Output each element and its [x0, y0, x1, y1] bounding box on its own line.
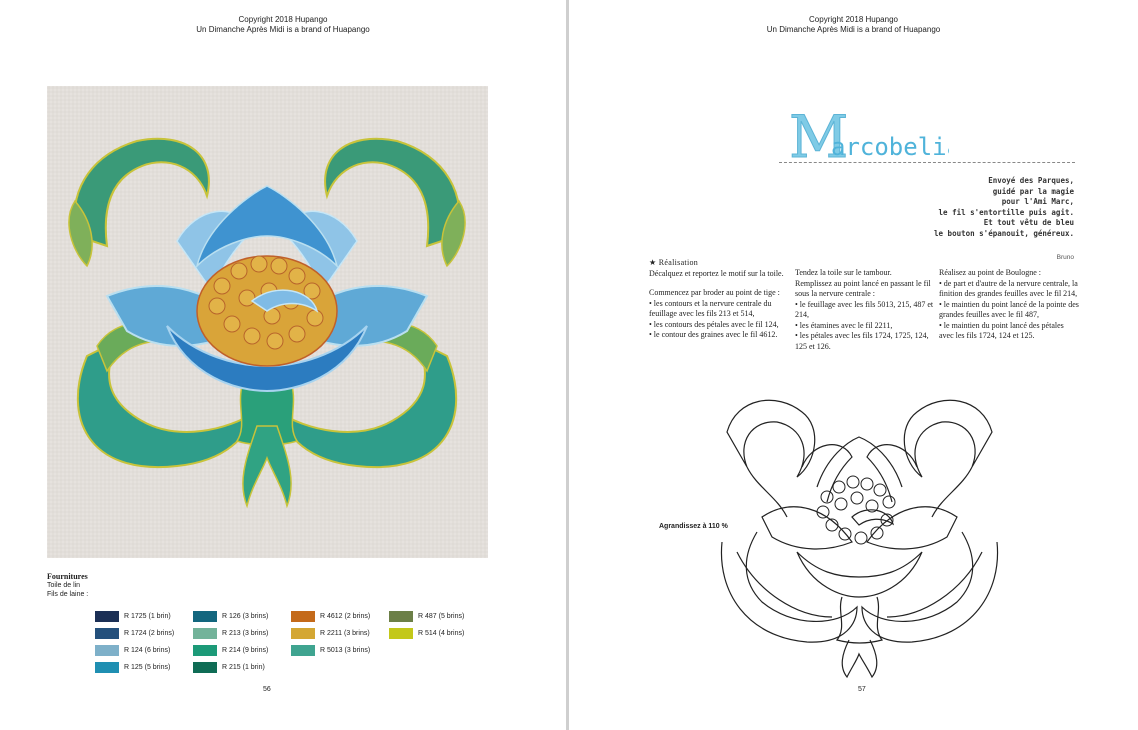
thread-swatch — [193, 628, 268, 639]
poem-line: Envoyé des Parques, — [988, 176, 1074, 185]
realisation-heading: ★ Réalisation — [649, 258, 699, 267]
instruction-text: Réalisez au point de Boulogne : — [939, 268, 1041, 277]
copyright-line-2: Un Dimanche Après Midi is a brand of Huapango — [766, 25, 941, 34]
copyright-line-1: Copyright 2018 Hupango — [809, 15, 898, 24]
instruction-text: • le feuillage avec les fils 5013, 215, 487 et 214, — [795, 299, 934, 319]
thread-swatch — [291, 645, 370, 656]
svg-text:arcobelia: arcobelia — [831, 133, 949, 161]
pattern-line-drawing — [717, 392, 1002, 687]
thread-color-chip — [291, 645, 315, 656]
instruction-text: Commencez par broder au point de tige : — [649, 288, 780, 297]
instruction-text: Tendez la toile sur le tambour. — [795, 268, 892, 277]
fournitures-line: Fils de laine : — [47, 591, 89, 598]
thread-color-chip — [193, 645, 217, 656]
copyright-line-1: Copyright 2018 Hupango — [238, 15, 328, 24]
thread-color-chip — [193, 628, 217, 639]
thread-label: R 214 (9 brins) — [222, 647, 269, 654]
thread-color-chip — [95, 611, 119, 622]
poem-line: guidé par la magie — [992, 186, 1074, 196]
thread-swatch — [291, 628, 370, 639]
instruction-text: • le maintien du point lancé des pétales avec les fils 1724, 124 et 125. — [939, 320, 1064, 340]
thread-swatch — [95, 662, 170, 673]
title-divider — [779, 162, 1075, 163]
fournitures-title: Fournitures — [47, 572, 88, 581]
thread-label: R 487 (5 brins) — [418, 613, 465, 620]
thread-color-chip — [291, 628, 315, 639]
thread-swatch — [95, 611, 171, 622]
fournitures-line: Toile de lin — [47, 582, 81, 589]
instructions-col-1 — [649, 258, 789, 341]
thread-label: R 1724 (2 brins) — [124, 630, 175, 637]
thread-label: R 124 (6 brins) — [124, 647, 171, 654]
thread-swatch — [389, 611, 464, 622]
thread-swatch — [95, 645, 170, 656]
instruction-text: • les contours et la nervure centrale du feuillage avec les fils 213 et 514, — [649, 298, 772, 318]
right-page — [569, 0, 1138, 730]
poem-line: le fil s'entortille puis agit. — [938, 207, 1074, 217]
instructions-col-3 — [939, 268, 1079, 342]
instruction-text: • les pétales avec les fils 1724, 1725, 124, 125 et 126. — [795, 331, 929, 351]
thread-color-chip — [95, 645, 119, 656]
instructions-col-2 — [795, 268, 935, 352]
left-page — [0, 0, 566, 730]
poem-line: Et tout vêtu de bleu — [983, 218, 1074, 227]
page-number-left: 56 — [263, 686, 271, 693]
thread-label: R 514 (4 brins) — [418, 630, 465, 637]
thread-swatch — [193, 611, 268, 622]
instruction-text: • les contours des pétales avec le fil 124, — [649, 319, 779, 329]
thread-label: R 4612 (2 brins) — [320, 613, 371, 620]
fournitures-section — [47, 572, 88, 599]
thread-label: R 126 (3 brins) — [222, 613, 269, 620]
thread-swatch — [95, 628, 174, 639]
page-number-right: 57 — [858, 686, 866, 693]
thread-color-chip — [95, 662, 119, 673]
thread-swatch — [389, 628, 464, 639]
instruction-text: • le contour des graines avec le fil 4612. — [649, 330, 778, 339]
thread-swatch — [193, 662, 265, 673]
thread-color-chip — [389, 611, 413, 622]
thread-label: R 125 (5 brins) — [124, 664, 171, 671]
poem-line: pour l'Ami Marc, — [1001, 197, 1074, 206]
copyright-line-2: Un Dimanche Après Midi is a brand of Huapango — [196, 25, 370, 34]
embroidery-photo — [47, 86, 488, 558]
poem-author: Bruno — [1056, 254, 1074, 261]
instruction-text: • le maintien du point lancé de la pointe des grandes feuilles avec le fil 487, — [939, 299, 1079, 319]
thread-color-chip — [95, 628, 119, 639]
poem-line: le bouton s'épanouit, généreux. — [934, 228, 1074, 238]
instruction-text: Remplissez au point lancé en passant le fil sous la nervure centrale : — [795, 278, 931, 298]
thread-label: R 213 (3 brins) — [222, 630, 269, 637]
thread-label: R 1725 (1 brin) — [124, 613, 171, 620]
poem — [934, 176, 1074, 239]
thread-swatch — [291, 611, 370, 622]
thread-label: R 5013 (3 brins) — [320, 647, 371, 654]
copyright-header — [0, 15, 566, 35]
thread-color-chip — [291, 611, 315, 622]
instruction-text: • les étamines avec le fil 2211, — [795, 320, 893, 330]
thread-color-chip — [193, 662, 217, 673]
svg-text:M: M — [789, 105, 849, 167]
enlarge-note: Agrandissez à 110 % — [659, 523, 728, 530]
copyright-header — [569, 15, 1138, 35]
instruction-text: • de part et d'autre de la nervure centrale, la finition des grandes feuilles avec le fil 214, — [939, 278, 1078, 298]
thread-label: R 2211 (3 brins) — [320, 630, 370, 637]
thread-label: R 215 (1 brin) — [222, 664, 265, 671]
thread-swatch — [193, 645, 268, 656]
thread-color-chip — [389, 628, 413, 639]
thread-color-chip — [193, 611, 217, 622]
instruction-text: Décalquez et reportez le motif sur la toile. — [649, 268, 784, 278]
